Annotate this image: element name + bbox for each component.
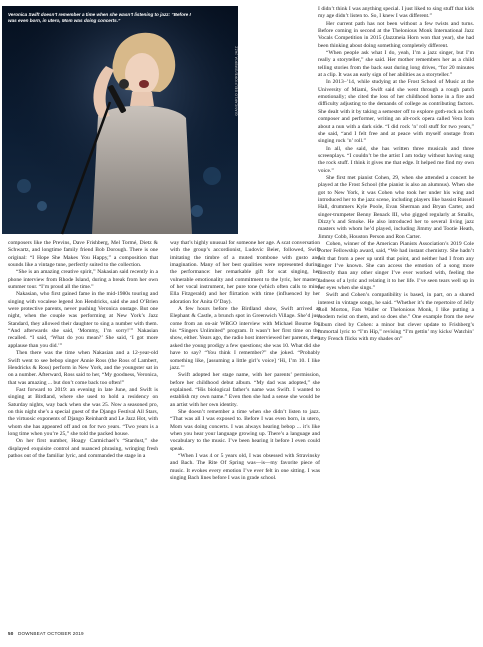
paragraph: Then there was the time when Nakasian and a 12-year-old Swift went to see bebop singer Annie Ross (the Ross of Lambert, Hendricks & Ross) perform in New York, and the youngster sat in on a number. Afterward, Ross said to her, “My goodness, Veronica, that was amazing ... but don’t come back too often!” xyxy=(8,350,158,386)
paragraph: Fast forward to 2019: an evening in late June, and Swift is singing at Birdland, where she used to hold a residency on Saturday nights, way back when she was 25. Now a seasoned pro, on this night she’s a special guest of the Django Festival All Stars, the virtuosic exponents of Django Reinhardt and Le Jazz Hot, with whom she has appeared off and on for two years. “Two years is a long time when you’re 25,” she told the packed house. xyxy=(8,386,158,437)
page-number: 50 xyxy=(8,631,14,636)
paragraph: “She is an amazing creative spirit,” Nakasian said recently in a phone interview from Rhode Island, during a break from her own summer tour. “I’m proud all the time.” xyxy=(8,269,158,291)
page-footer xyxy=(8,631,84,636)
paragraph: I didn’t think I was anything special. I just liked to sing stuff that kids my age didn’t listen to. So, I knew I was different.” xyxy=(318,6,474,20)
paragraph: Swift and Cohen’s compatibility is based, in part, on a shared interest in vintage songs, he said. “Whether it’s the repertoire of Jelly Roll Morton, Fats Waller or Thelonious Monk, I like putting a modern twist on them, and so does she.” One example from the new album cited by Cohen: a minor but clever update to Frishberg’s immortal lyric to “I’m Hip,” revising “I’m gettin’ my kicks/ Watchin’ arty French flicks with my shades on” xyxy=(318,292,474,343)
paragraph: Swift adopted her stage name, with her parents’ permission, before her childhood debut album. “My dad was adopted,” she explained. “His biological father’s name was Swift. I wanted to establish my own name.” Even then she had a sense she would be an artist with her own identity. xyxy=(170,372,320,408)
paragraph: “When I was 4 or 5 years old, I was obsessed with Stravinsky and Bach. The Rite Of Spring was—is—my favorite piece of music. It evokes every emotion I’ve ever felt in one sitting. I was singing Bach lines before I was in grade school. xyxy=(170,452,320,481)
article-column-2 xyxy=(170,240,320,482)
paragraph: Nakasian, who first gained fame in the mid-1980s touring and singing with vocalese legend Jon Hendricks, said she and O’Brien were protective parents, never pushing Veronica onstage. But one night, when the couple was performing at New York’s Jazz Standard, they allowed their daughter to sing a number with them. “And afterwards she said, ‘Mommy, I’m sorry!’” Nakasian recalled. “I said, ‘What do you mean?’ She said, ‘I got more applause than you did.’” xyxy=(8,291,158,349)
paragraph: She doesn’t remember a time when she didn’t listen to jazz. “That was all I was exposed to. Before I was even born, in utero, Mom was doing concerts. I was always hearing bebop ... it’s like when you hear your language growing up. There’s a language and vocabulary to the music. I’ve been hearing it before I even could speak. xyxy=(170,408,320,452)
paragraph: “When people ask what I do, yeah, I’m a jazz singer, but I’m really a storyteller,” she said. Her mother remembers her as a child telling stories from the back seat during long drives, “for 20 minutes at a clip. It was an early sign of her abilities as a storyteller.” xyxy=(318,50,474,79)
paragraph: way that’s highly unusual for someone her age. A scat conversation with the group’s accordionist, Ludovic Beier, followed, Swift imitating the timbre of a muted trombone with gusto and imagination. Many of her best qualities were represented during the performance: her remarkable gift for scat singing, her vulnerable emotionality and commitment to the lyric, her mastery of her vocal instrument, her pure tone (which often calls to mind Ella Fitzgerald) and her flirtation with time (influenced by her adoration for Anita O’Day). xyxy=(170,240,320,305)
article-column-3 xyxy=(318,6,474,344)
paragraph: In all, she said, she has written three musicals and three screenplays. “I couldn’t be the artist I am today without having sung the rock stuff. I think it gives me that edge. It helped me find my own voice.” xyxy=(318,145,474,174)
paragraph: On her first number, Hoagy Carmichael’s “Stardust,” she displayed exquisite control and nuanced phrasing, wringing fresh pathos out of the familiar lyric, and commanded the stage in a xyxy=(8,438,158,459)
singer-photo xyxy=(2,6,238,234)
photo-credit: GIANCARLO BELFIORE/UMBRIA JAZZ xyxy=(235,46,239,116)
paragraph: Cohen, winner of the American Pianists Association’s 2019 Cole Porter Fellowship award, said, “We had instant chemistry. She hadn’t felt that from a peer up until that point, and neither had I from any singer I’ve known. She can access the emotion of a song more directly than any other singer I’ve ever worked with, feeling the sadness of a lyric and relating it to her life. I’ve seen tears well up in her eyes when she sings.” xyxy=(318,241,474,292)
paragraph: composers like the Previns, Dave Frishberg, Mel Tormé, Dietz & Schwartz, and longtime family friend Bob Dorough. There is one original: “I Hope She Makes You Happy,” a composition that sounds like a vintage tune, perfectly suited to the collection. xyxy=(8,240,158,269)
paragraph: In 2013–’14, while studying at the Frost School of Music at the University of Miami, Swift said she went through a rough patch emotionally; she cited the loss of her childhood home in a fire and difficulty adjusting to the demands of college as contributing factors. She dealt with it by taking a semester off to explore goth-rock as both composer and performer, writing an alt-rock opera called Vera Icon about a nun with a dark side. “I did rock ’n’ roll stuff for two years,” she said, “and I felt free and at peace with myself onstage from singing rock ’n’ roll.” xyxy=(318,79,474,145)
publication-info: DOWNBEAT OCTOBER 2019 xyxy=(18,631,84,636)
performance-illustration xyxy=(2,6,238,234)
paragraph: Her current path has not been without a few twists and turns. Before coming in second at the Thelonious Monk International Jazz Vocals Competition in 2015 (Jazzmeia Horn won that year), she had been thinking about doing something completely different. xyxy=(318,20,474,49)
article-column-1 xyxy=(8,240,158,460)
photo-caption: Veronica Swift doesn’t remember a time when she wasn’t listening to jazz: “Before I was even born, in utero, Mom was doing concerts.” xyxy=(8,12,191,23)
paragraph: She first met pianist Cohen, 29, when she attended a concert he played at the Frost School (the pianist is also an alumnus). When she got to New York, it was Cohen who took her under his wing and introduced her to the jazz scene, including players like bassist Russell Hall, drummers Kyle Poole, Evan Sherman and Bryan Carter, and singer-trumpeter Benny Benack III, who gigged regularly at Smalls, Dizzy’s and Smoke. He also introduced her to several living jazz masters with whom he’d played, including Jimmy and Tootie Heath, Jimmy Cobb, Houston Person and Ron Carter. xyxy=(318,174,474,240)
paragraph: A few hours before the Birdland show, Swift arrived at Elephant & Castle, a brunch spot in Greenwich Village. She’d just come from an on-air WBGO interview with Michael Bourne for his “Singers Unlimited” program. It wasn’t her first time on the show, either. Years ago, the radio host interviewed her parents, then asked the young prodigy a few questions; she was 10. What did she have to say? “You think I remember?” she joked. “Probably something like, [assuming a little girl’s voice] ‘Hi, I’m 10. I like jazz.’” xyxy=(170,306,320,371)
